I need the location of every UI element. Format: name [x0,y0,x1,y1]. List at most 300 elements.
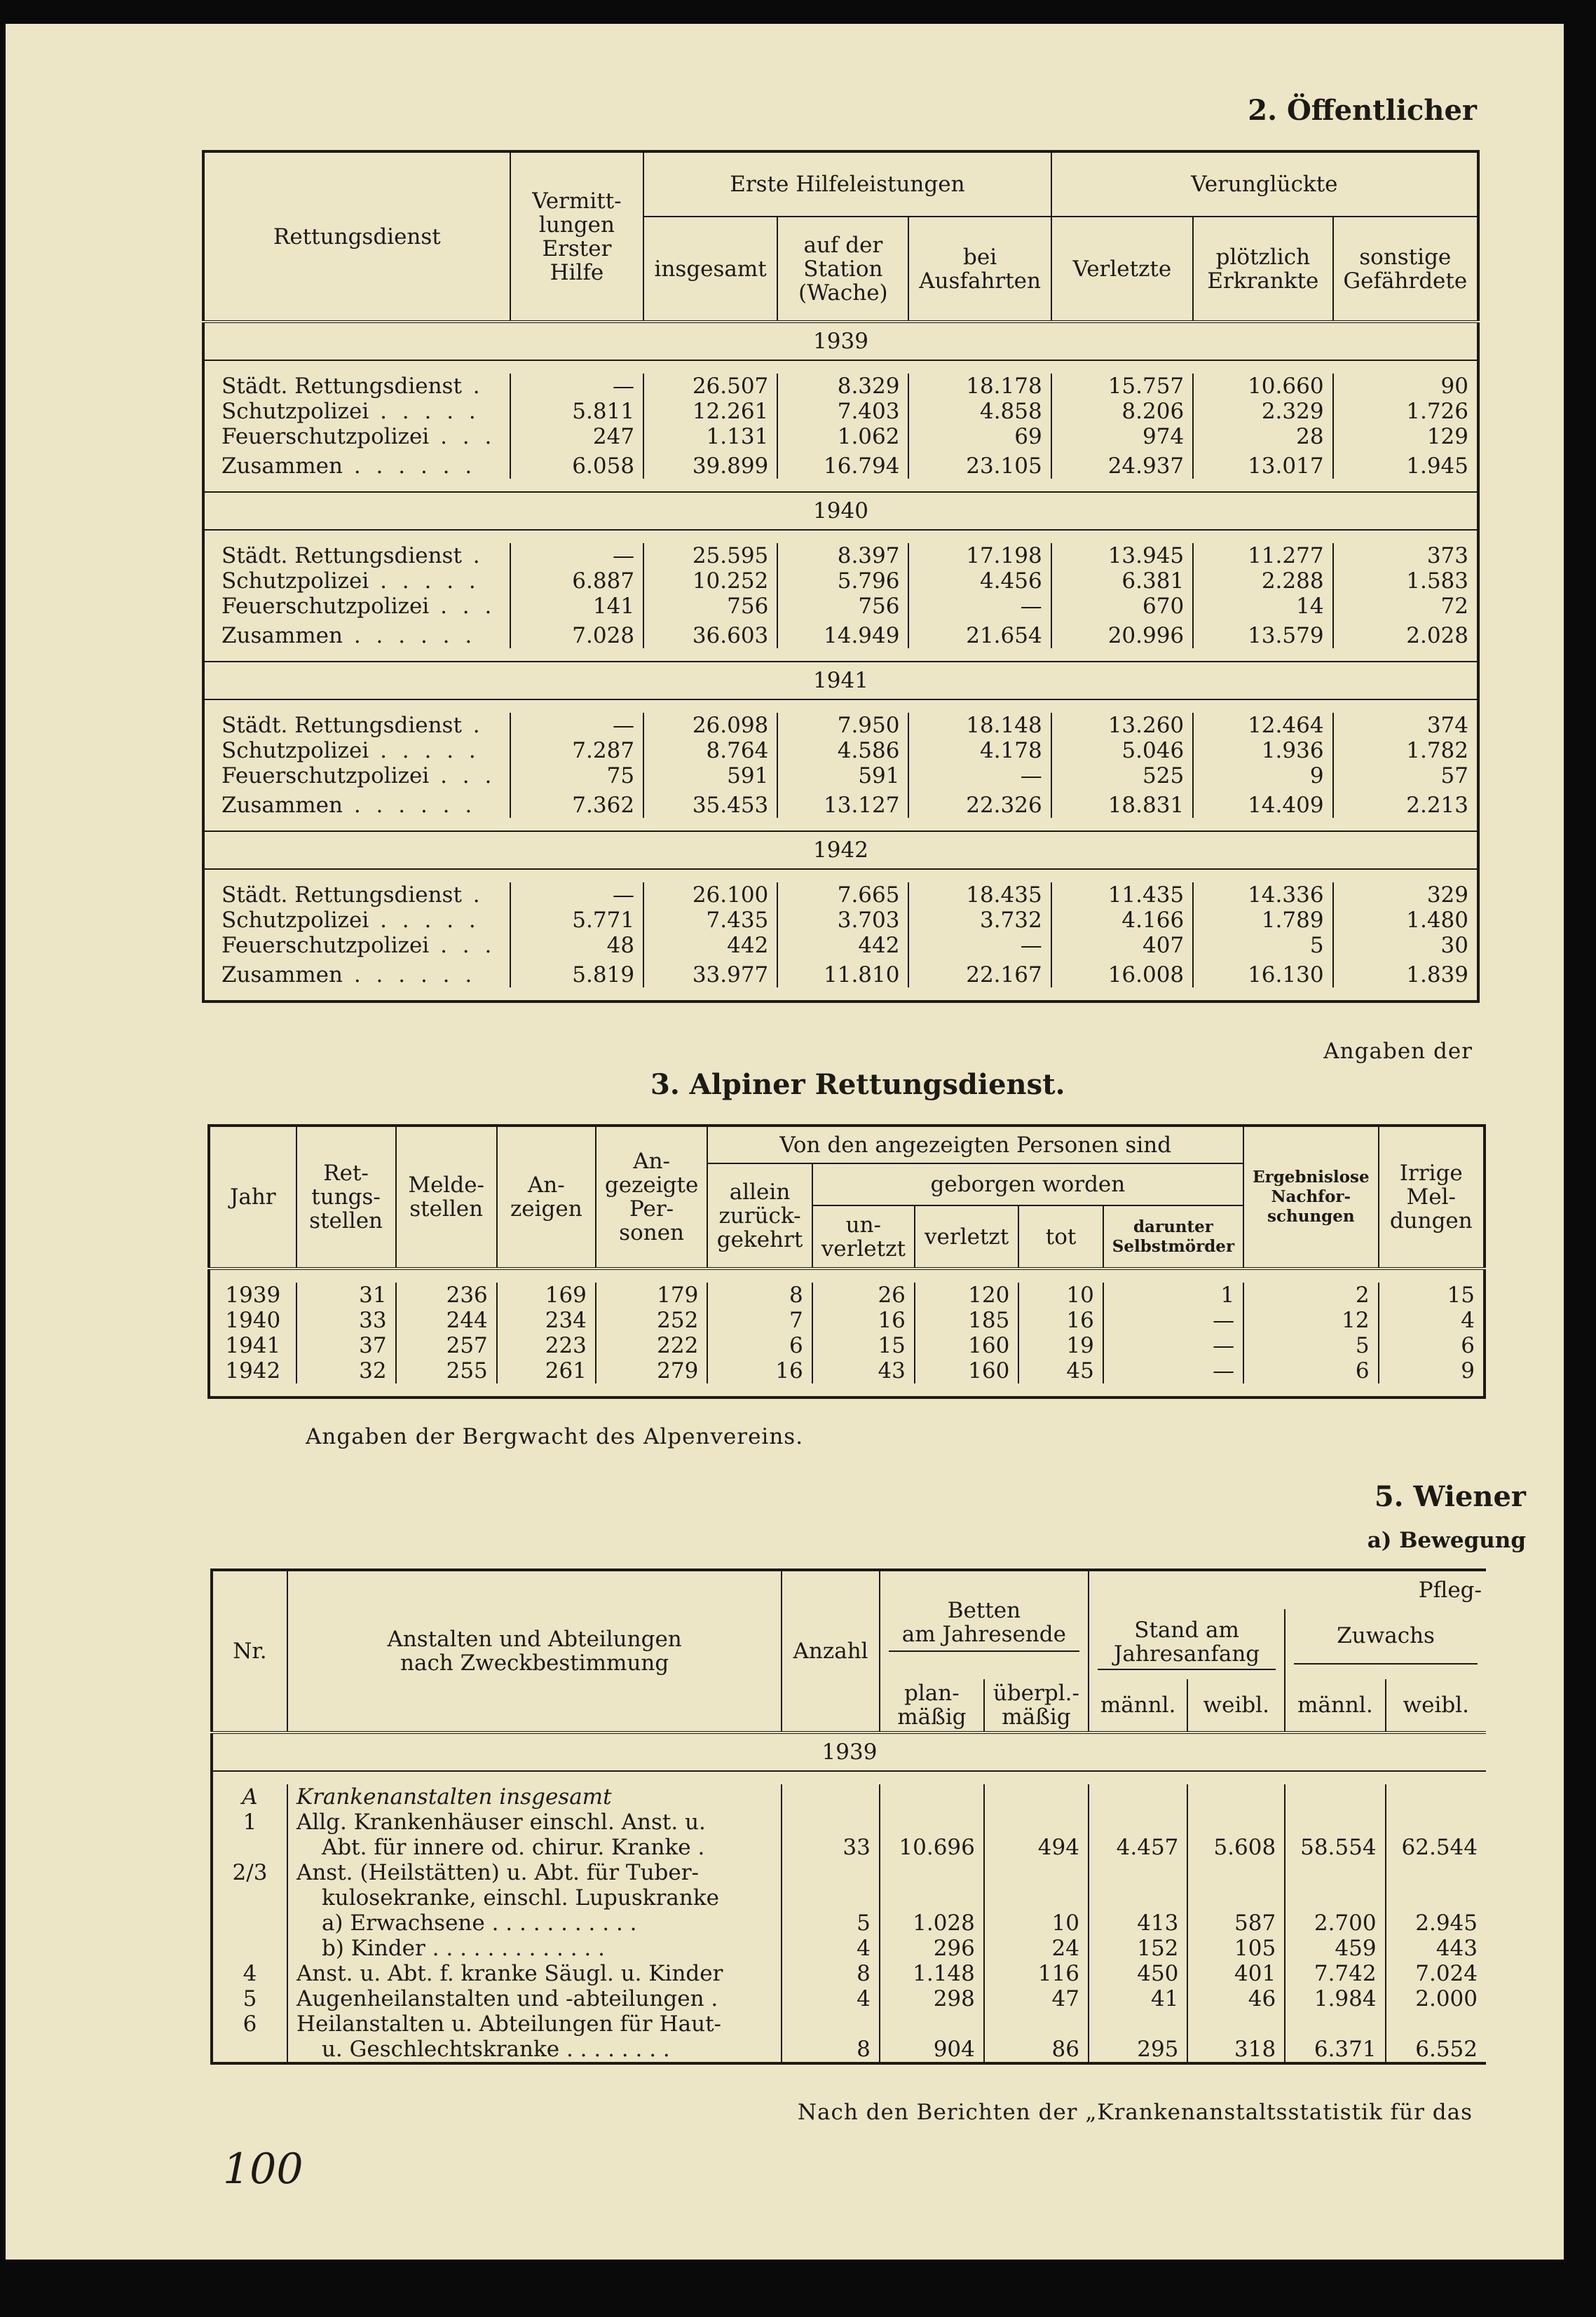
cell-value: 3.703 [777,908,908,933]
cell-value: 1.945 [1333,449,1478,479]
row-label-line: u. Geschlechtskranke . . . . . . . . [321,2037,670,2062]
header-line: mäßig [1002,1704,1071,1730]
cell-value: 1.062 [777,424,908,449]
header-planmaessig [880,1679,984,1732]
header-ueberplanmaessig [984,1679,1089,1732]
cell-value: 255 [396,1358,497,1383]
header-anstalten [287,1570,782,1732]
header-tot: tot [1018,1205,1103,1269]
header-line: schungen [1267,1207,1355,1226]
row-label [203,788,510,818]
row-label [203,958,510,987]
cell-value: 179 [596,1283,707,1308]
cell-value: 4 [782,1986,880,2011]
cell-value: 35.453 [643,788,777,818]
row-label-line: Heilanstalten u. Abteilungen für Haut- [296,2011,721,2037]
table-row [203,594,1478,619]
cell-value: 116 [984,1961,1089,1986]
header-line: Hilfe [550,259,604,285]
cell-value: 1.028 [880,1911,984,1936]
cell-value: 1.148 [880,1961,984,1986]
row-label-text: Zusammen [221,793,343,818]
table-row [212,1986,1486,2011]
cell-value: 26.100 [643,882,777,908]
cell-value: 33 [296,1308,396,1333]
header-unverletzt [812,1205,915,1269]
cell-value: 373 [1333,543,1478,568]
cell-value: 11.277 [1193,543,1332,568]
page-number: 100 [223,2145,303,2194]
cell-value: 234 [497,1308,596,1333]
header-selbstmoerder [1103,1205,1243,1269]
header-line: gezeigte [604,1173,699,1198]
header-stand-maennl: männl. [1089,1679,1187,1732]
cell-value: 16.008 [1051,958,1193,987]
cell-value: 8.329 [777,374,908,399]
table-row [203,713,1478,738]
cell-value: 16 [1018,1308,1103,1333]
cell-value: 6 [1243,1358,1379,1383]
cell-value: 7.024 [1386,1961,1486,1986]
cell-value: — [908,763,1051,788]
cell-value: 15 [1379,1283,1485,1308]
header-line: lungen [538,212,615,238]
cell-value: 10 [984,1911,1089,1936]
row-label [287,1961,782,1986]
header-stand-weibl: weibl. [1187,1679,1285,1732]
header-line: am Jahresende [901,1622,1066,1647]
year-row-1941 [203,662,1478,699]
cell-value: 494 [984,1810,1089,1860]
table-row [212,1911,1486,1936]
row-label-text: Städt. Rettungsdienst [221,374,462,399]
row-label-line: a) Erwachsene . . . . . . . . . . . [321,1911,637,1936]
cell-value: 2.213 [1333,788,1478,818]
year-row-1939 [212,1732,1486,1771]
row-label-text: Feuerschutzpolizei [221,424,430,449]
row-nr: 1 [243,1810,257,1835]
cell-value: 443 [1386,1936,1486,1961]
header-anzahl: Anzahl [782,1570,880,1732]
cell-value: 18.435 [908,882,1051,908]
header-station [777,217,908,322]
cell-value: 13.127 [777,788,908,818]
section-3-title: 3. Alpiner Rettungsdienst. [650,1068,1065,1101]
row-label-text: Zusammen [221,453,343,479]
header-ploetzlich-erkrankte [1193,217,1332,322]
cell-value: 16.130 [1193,958,1332,987]
table-row [212,1936,1486,1961]
row-label-text: Städt. Rettungsdienst [221,882,462,908]
row-label-text: Schutzpolizei [221,738,369,763]
header-betten-label [889,1599,1079,1646]
cell-value: 22.326 [908,788,1051,818]
row-label [203,933,510,958]
row-label [287,1936,782,1961]
cell-value: 30 [1333,933,1478,958]
cell-value: 16.794 [777,449,908,479]
header-line: tungs- [311,1184,381,1210]
leader-dots: . . . [429,424,496,449]
row-label [203,568,510,594]
header-stand-label [1098,1618,1276,1666]
cell-value: 525 [1051,763,1193,788]
cell-value: 7.665 [777,882,908,908]
row-label [203,543,510,568]
year-label: 1939 [212,1732,1486,1771]
cell-value: 18.178 [908,374,1051,399]
cell-value: 587 [1187,1911,1285,1936]
header-line: An- [633,1149,671,1174]
cell-value: 1.583 [1333,568,1478,594]
cell-value: 62.544 [1386,1810,1486,1860]
cell-value: 8.764 [643,738,777,763]
header-line: Ergebnislose [1253,1168,1370,1187]
row-label-text: Zusammen [221,962,343,987]
cell-value: 26.507 [643,374,777,399]
cell-value: 1.782 [1333,738,1478,763]
row-label [287,2011,782,2063]
row-label [203,449,510,479]
table-row [203,958,1478,987]
cell-value: 120 [915,1283,1018,1308]
cell-value: 7.362 [510,788,643,818]
section-2-title: 2. Öffentlicher [1248,94,1477,127]
header-line: plan- [904,1681,960,1706]
cell-value: 16 [812,1308,915,1333]
cell-value: 244 [396,1308,497,1333]
row-nr [212,1911,287,1936]
cell-value: 22.167 [908,958,1051,987]
table-alpiner-rettungsdienst [207,1124,1486,1399]
header-line: Ausfahrten [919,268,1041,294]
header-line: Mel- [1406,1184,1457,1210]
cell-value: 24 [984,1936,1089,1961]
cell-value: 1.839 [1333,958,1478,987]
cell-value: 756 [777,594,908,619]
row-label-line: Anst. (Heilstätten) u. Abt. für Tuber- [296,1860,700,1885]
cell-value: 6.381 [1051,568,1193,594]
cell-value: 5 [1243,1333,1379,1358]
table-row [212,1961,1486,1986]
header-line: bei [963,244,997,270]
row-label-line: Allg. Krankenhäuser einschl. Anst. u. [296,1810,706,1835]
cell-value: 295 [1089,2011,1187,2063]
cell-value: — [510,713,643,738]
table3-source-note: Angaben der Bergwacht des Alpenvereins. [306,1424,804,1449]
header-line: Betten [947,1598,1021,1623]
cell-value: 236 [396,1283,497,1308]
table-row [212,2011,1486,2063]
cell-value: 8.397 [777,543,908,568]
table-row [203,882,1478,908]
cell-value: 4.457 [1089,1810,1187,1860]
cell-value [782,1860,880,1911]
header-zuwachs-label: Zuwachs [1337,1623,1435,1648]
header-von-den-angezeigten: Von den angezeigten Personen sind [707,1126,1243,1163]
cell-value: 1.131 [643,424,777,449]
header-line: zurück- [718,1203,801,1229]
header-meldestellen [396,1126,497,1269]
header-line: zeigen [510,1196,582,1222]
cell-value: 160 [915,1358,1018,1383]
leader-dots: . . . [429,594,496,619]
cell-value: 1.480 [1333,908,1478,933]
cell-value: 4 [782,1936,880,1961]
cell-value: — [510,882,643,908]
header-line: überpl.- [993,1681,1079,1706]
row-year: 1940 [225,1308,281,1333]
cell-value: 58.554 [1285,1810,1385,1860]
cell-value: 31 [296,1283,396,1308]
header-line: Selbstmörder [1112,1236,1235,1256]
header-betten [880,1570,1089,1679]
row-year: 1941 [225,1333,281,1358]
cell-value: 904 [880,2011,984,2063]
row-label [287,1860,782,1911]
header-line: nach Zweckbestimmung [400,1650,669,1676]
row-year: 1942 [225,1358,281,1383]
header-line: Ret- [323,1161,369,1186]
header-line: An- [527,1173,565,1198]
row-nr: 4 [243,1961,257,1986]
cell-value: 21.654 [908,619,1051,648]
cell-value: 152 [1089,1936,1187,1961]
header-line: verletzt [821,1236,906,1262]
cell-value: 7.028 [510,619,643,648]
table-row [203,763,1478,788]
header-line: auf der [803,232,883,258]
cell-value: 69 [908,424,1051,449]
cell-value: 6.371 [1285,2011,1385,2063]
cell-value: 28 [1193,424,1332,449]
cell-value: 298 [880,1986,984,2011]
header-pfleg: Pfleg- [1089,1570,1486,1609]
cell-value: 17.198 [908,543,1051,568]
header-sonstige-gefaehrdete [1333,217,1478,322]
cell-value: 296 [880,1936,984,1961]
table-row [203,543,1478,568]
cell-value: 4 [1379,1308,1485,1333]
header-vermittlungen [510,151,643,322]
section-5-title: 5. Wiener [1374,1480,1526,1513]
cell-value: 2.000 [1386,1986,1486,2011]
leader-dots: . . . [429,933,496,958]
header-line: sonstige [1359,244,1452,270]
cell-value: 10 [1018,1283,1103,1308]
cell-value: 6.887 [510,568,643,594]
cell-value: 14.409 [1193,788,1332,818]
cell-value: 129 [1333,424,1478,449]
cell-value: 12 [1243,1308,1379,1333]
header-rettungsstellen [296,1126,396,1269]
cell-value: 756 [643,594,777,619]
cell-value: — [908,933,1051,958]
betten-rule [889,1650,1079,1652]
year-label: 1941 [203,662,1478,699]
cell-value: 5.046 [1051,738,1193,763]
table-row [203,374,1478,399]
cell-value: 18.831 [1051,788,1193,818]
zuwachs-rule [1294,1663,1478,1665]
cell-value: 6 [707,1333,812,1358]
leader-dots: . [461,713,484,738]
header-zuwachs [1285,1609,1486,1679]
cell-value: 25.595 [643,543,777,568]
cell-value: 2.028 [1333,619,1478,648]
header-anzeigen [497,1126,596,1269]
row-label-text: Feuerschutzpolizei [221,594,430,619]
row-label-line: b) Kinder . . . . . . . . . . . . . [321,1936,605,1961]
row-label-line: kulosekranke, einschl. Lupuskranke [321,1885,719,1911]
cell-value: 1.789 [1193,908,1332,933]
cell-value: 670 [1051,594,1193,619]
cell-value: 442 [777,933,908,958]
leader-dots: . . . . . . [343,453,477,479]
header-jahr: Jahr [209,1126,296,1269]
cell-value: 1.984 [1285,1986,1385,2011]
row-nr: 2/3 [232,1860,268,1885]
document-page [6,24,1564,2260]
cell-value: 442 [643,933,777,958]
cell-value: 7.435 [643,908,777,933]
table-row [203,619,1478,648]
table5-source-note: Nach den Berichten der „Krankenanstaltsstatistik für das [797,2100,1473,2125]
header-zuwachs-maennl: männl. [1285,1679,1385,1732]
header-irrige-meldungen [1379,1126,1485,1269]
cell-value: 11.810 [777,958,908,987]
header-line: Melde- [408,1173,485,1198]
cell-value: 14.949 [777,619,908,648]
year-label: 1942 [203,831,1478,869]
row-label-text: Schutzpolizei [221,568,369,594]
header-stand-am-jahresanfang [1089,1609,1285,1679]
header-line: Stand am [1134,1618,1239,1643]
cell-value: 43 [812,1358,915,1383]
table-row [212,1810,1486,1860]
cell-value: 33 [782,1810,880,1860]
year-row-1942 [203,831,1478,869]
cell-value: 86 [984,2011,1089,2063]
header-line: allein [729,1179,791,1205]
cell-value: 8 [782,1961,880,1986]
cell-value: 19 [1018,1333,1103,1358]
cell-value: 329 [1333,882,1478,908]
table-row [203,449,1478,479]
cell-value: 33.977 [643,958,777,987]
cell-value: 247 [510,424,643,449]
header-line: Jahresanfang [1113,1641,1260,1667]
cell-value: 15 [812,1333,915,1358]
cell-value: 5.796 [777,568,908,594]
cell-value: 374 [1333,713,1478,738]
header-line: Irrige [1399,1161,1463,1186]
leader-dots: . [461,374,484,399]
cell-value: 18.148 [908,713,1051,738]
row-label-line: Abt. für innere od. chirur. Kranke . [321,1835,705,1860]
header-line: plötzlich [1215,244,1311,270]
cell-value: 57 [1333,763,1478,788]
leader-dots: . . . . . . [343,962,477,987]
cell-value: 4.456 [908,568,1051,594]
header-geborgen-worden: geborgen worden [812,1163,1243,1205]
cell-value [1285,1860,1385,1911]
cell-value: — [1103,1308,1243,1333]
cell-value: 48 [510,933,643,958]
row-label-text: Städt. Rettungsdienst [221,713,462,738]
cell-value: 591 [777,763,908,788]
year-row-1939 [203,322,1478,360]
table-row [203,933,1478,958]
header-ausfahrten [908,217,1051,322]
header-angezeigte-personen [596,1126,707,1269]
cell-value: 2.700 [1285,1911,1385,1936]
header-line: Erkrankte [1207,268,1319,294]
cell-value: — [1103,1358,1243,1383]
row-label-line: Anst. u. Abt. f. kranke Säugl. u. Kinder [296,1961,723,1986]
header-line: (Wache) [798,280,888,306]
cell-value: 12.464 [1193,713,1332,738]
cell-value: 318 [1187,2011,1285,2063]
leader-dots: . . . . . . [343,623,477,648]
table-row [203,908,1478,933]
cell-value: 223 [497,1333,596,1358]
row-label-text: Schutzpolizei [221,908,369,933]
cell-value: 10.660 [1193,374,1332,399]
cell-value: 37 [296,1333,396,1358]
cell-value: 14 [1193,594,1332,619]
cell-value: 9 [1193,763,1332,788]
cell-value: 261 [497,1358,596,1383]
cell-value: 26.098 [643,713,777,738]
cell-value: 5 [782,1911,880,1936]
header-line: stellen [409,1196,484,1222]
leader-dots: . . . . . [369,399,480,424]
row-label [203,713,510,738]
cell-value: 13.017 [1193,449,1332,479]
table-row [203,424,1478,449]
cell-value: 13.579 [1193,619,1332,648]
header-nr: Nr. [212,1570,287,1732]
cell-value: 2.945 [1386,1911,1486,1936]
cell-value [880,1860,984,1911]
cell-value: 413 [1089,1911,1187,1936]
leader-dots: . [461,543,484,568]
row-label [287,1911,782,1936]
table-row [203,399,1478,424]
cell-value: 160 [915,1333,1018,1358]
row-label [203,399,510,424]
cell-value: 222 [596,1333,707,1358]
row-label [203,619,510,648]
header-line: stellen [309,1208,383,1233]
header-verletzt: verletzt [915,1205,1018,1269]
cell-value: 4.586 [777,738,908,763]
table-row [209,1333,1485,1358]
cell-value: 14.336 [1193,882,1332,908]
leader-dots: . . . . . . [343,793,477,818]
cell-value: 591 [643,763,777,788]
cell-value: — [1103,1333,1243,1358]
cell-value: 9 [1379,1358,1485,1383]
cell-value: 257 [396,1333,497,1358]
header-ergebnislose [1243,1126,1379,1269]
table-row [203,788,1478,818]
cell-value: 11.435 [1051,882,1193,908]
cell-value: 450 [1089,1961,1187,1986]
header-line: sonen [619,1220,685,1245]
header-rettungsdienst: Rettungsdienst [203,151,510,322]
